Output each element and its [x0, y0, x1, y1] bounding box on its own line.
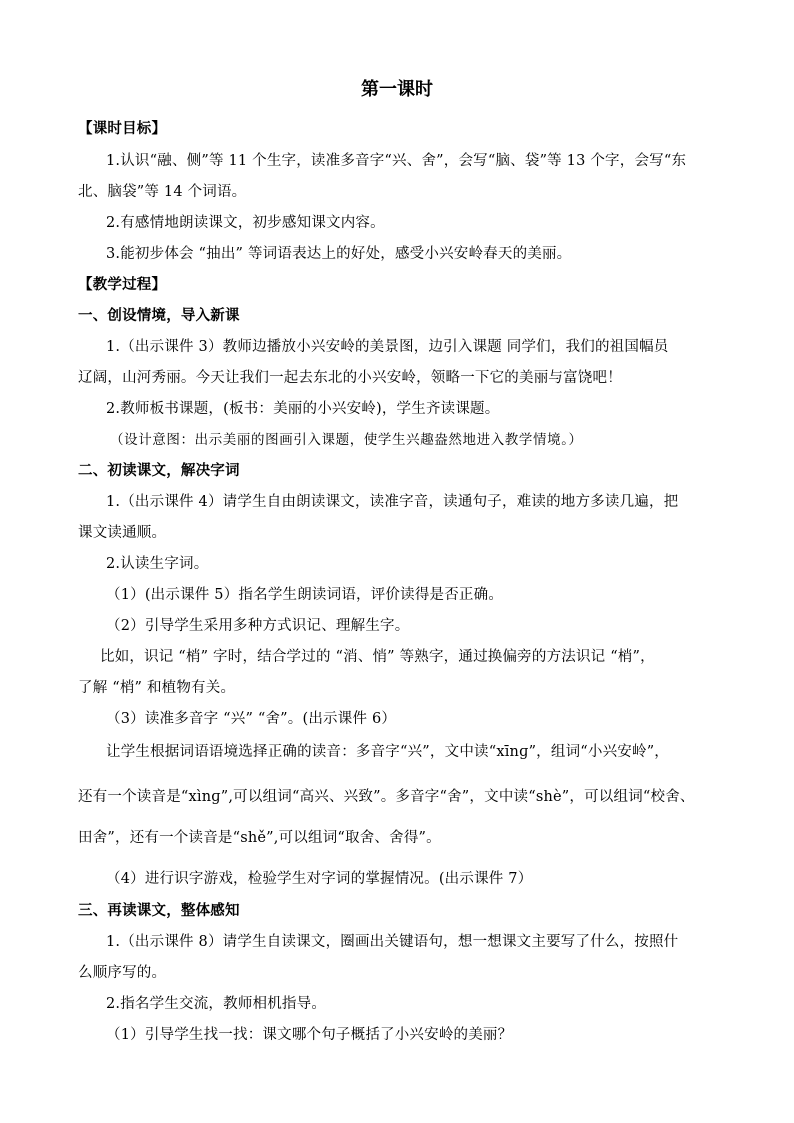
section-3-paragraph-2: 2.指名学生交流，教师相机指导。: [106, 996, 327, 1012]
section-2-sub-item-1: （1）(出示课件 5）指名学生朗读词语，评价读得是否正确。: [106, 587, 504, 603]
section-3-paragraph-1-line-2: 么顺序写的。: [78, 965, 167, 981]
section-2-paragraph-1-line-1: 1.（出示课件 4）请学生自由朗读课文，读准字音，读通句子，难读的地方多读几遍，把: [106, 494, 679, 510]
section-2-polyphone-line-3: 田舍”，还有一个读音是“shě”,可以组词“取舍、舍得”。: [78, 830, 441, 846]
section-2-polyphone-line-2: 还有一个读音是“xìnɡ”,可以组词“高兴、兴致”。多音字“舍”，文中读“shè”，可以组词“校舍、: [78, 789, 695, 805]
section-3-paragraph-1-line-1: 1.（出示课件 8）请学生自读课文，圈画出关键语句，想一想课文主要写了什么，按照什: [106, 934, 679, 950]
section-3-sub-item-1: （1）引导学生找一找：课文哪个句子概括了小兴安岭的美丽？: [106, 1027, 513, 1043]
section-2-sub-item-2: （2）引导学生采用多种方式识记、理解生字。: [106, 618, 410, 634]
section-2-paragraph-2: 2.认读生字词。: [106, 556, 209, 572]
section-2-example-line-2: 了解 “梢” 和植物有关。: [78, 680, 236, 696]
section-1-design-note: （设计意图：出示美丽的图画引入课题，使学生兴趣盎然地进入教学情境。）: [110, 432, 583, 448]
goal-item-1-line-1: 1.认识“融、侧”等 11 个生字，读准多音字“兴、舍”，会写“脑、袋”等 13 个字，会写“东: [106, 153, 687, 169]
section-2-polyphone-line-1: 让学生根据词语语境选择正确的读音：多音字“兴”，文中读“xīnɡ”，组词“小兴安岭”，: [106, 744, 670, 760]
goal-item-3: 3.能初步体会 “抽出” 等词语表达上的好处，感受小兴安岭春天的美丽。: [106, 246, 572, 262]
section-1-paragraph-2: 2.教师板书课题，(板书：美丽的小兴安岭)，学生齐读课题。: [106, 401, 500, 417]
section-2-example-line-1: 比如，识记 “梢” 字时，结合学过的 “消、悄” 等熟字，通过换偏旁的方法识记 “梢”，: [100, 649, 655, 665]
section-2-paragraph-1-line-2: 课文读通顺。: [78, 525, 167, 541]
goals-heading: 【课时目标】: [78, 121, 167, 137]
section-1-heading: 一、创设情境，导入新课: [78, 308, 240, 324]
section-2-sub-item-4: （4）进行识字游戏，检验学生对字词的掌握情况。(出示课件 7）: [106, 871, 533, 887]
goal-item-1-line-2: 北、脑袋”等 14 个词语。: [78, 184, 247, 200]
section-2-sub-item-3: （3）读准多音字 “兴” “舍”。(出示课件 6）: [106, 711, 397, 727]
process-heading: 【教学过程】: [78, 277, 167, 293]
section-2-heading: 二、初读课文，解决字词: [78, 463, 240, 479]
section-3-heading: 三、再读课文，整体感知: [78, 903, 240, 919]
goal-item-2: 2.有感情地朗读课文，初步感知课文内容。: [106, 215, 385, 231]
page-title: 第一课时: [361, 79, 433, 100]
section-1-paragraph-1-line-1: 1.（出示课件 3）教师边播放小兴安岭的美景图，边引入课题 同学们，我们的祖国幅员: [106, 339, 669, 355]
section-1-paragraph-1-line-2: 辽阔，山河秀丽。今天让我们一起去东北的小兴安岭，领略一下它的美丽与富饶吧！: [78, 370, 622, 386]
